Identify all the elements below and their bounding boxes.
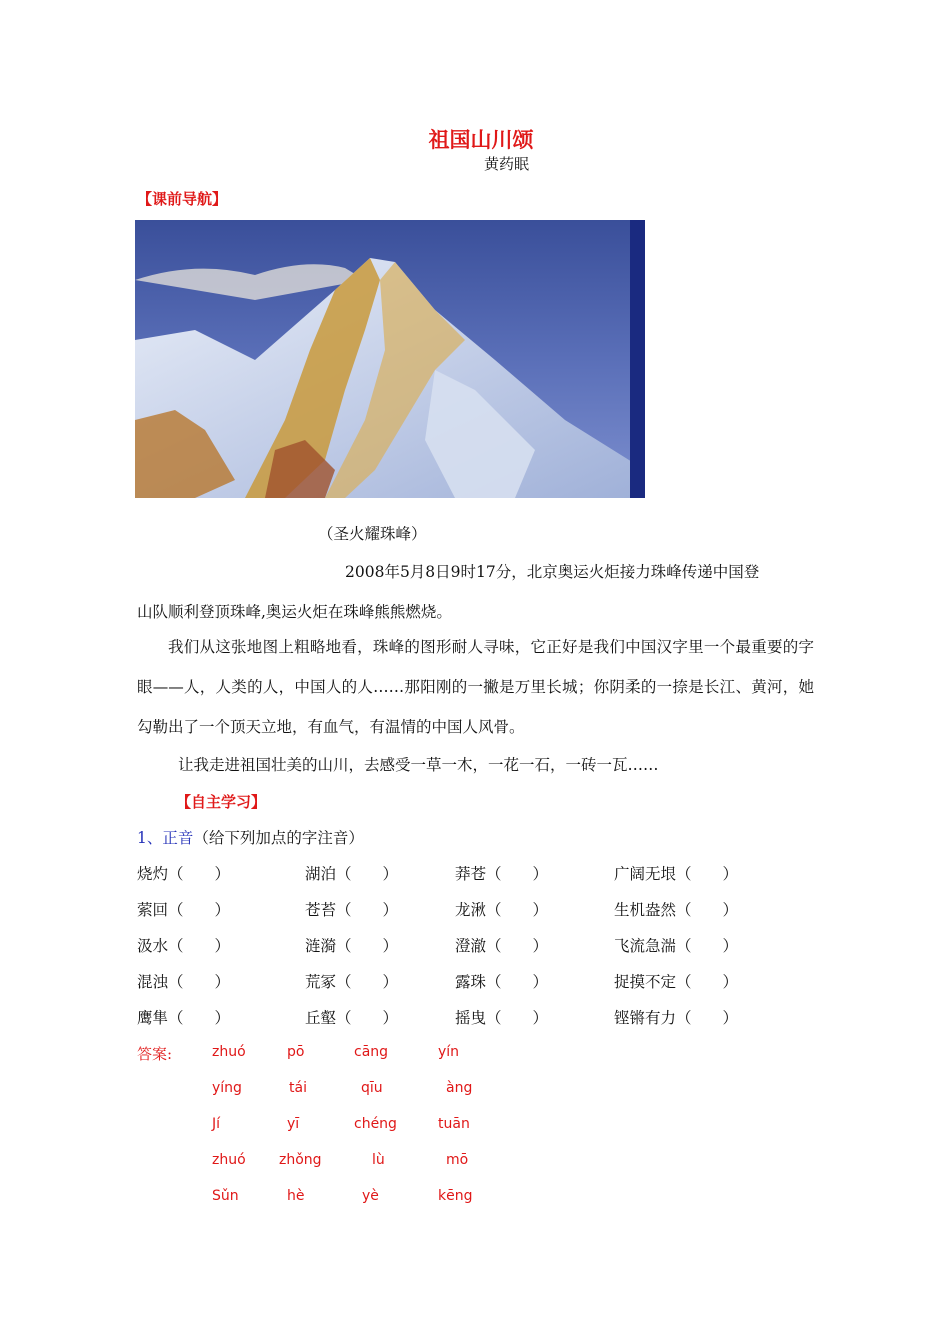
exercise-heading — [137, 826, 364, 848]
intro-paragraph-2: 让我走进祖国壮美的山川，去感受一草一木，一花一石，一砖一瓦…… — [178, 756, 659, 774]
vocab-item: 澄澈（ ） — [455, 937, 549, 955]
vocab-item: 铿锵有力（ ） — [614, 1009, 739, 1027]
vocab-item: 捉摸不定（ ） — [614, 973, 739, 991]
pinyin-answer: tái — [289, 1080, 307, 1096]
vocab-item: 莽苍（ ） — [455, 865, 549, 883]
vocab-item: 汲水（ ） — [137, 937, 231, 955]
everest-photo — [135, 220, 645, 498]
pinyin-answer: mō — [446, 1152, 469, 1168]
pinyin-answer: cāng — [354, 1044, 389, 1060]
vocab-item: 摇曳（ ） — [455, 1009, 549, 1027]
pinyin-answer: qīu — [361, 1080, 383, 1096]
vocab-item: 龙湫（ ） — [455, 901, 549, 919]
vocab-item: 广阔无垠（ ） — [614, 865, 739, 883]
pinyin-answer: zhǒng — [279, 1152, 322, 1168]
photo-caption: （圣火耀珠峰） — [318, 525, 427, 543]
pinyin-answer: kēng — [438, 1188, 473, 1204]
section-heading-self-study: 【自主学习】 — [176, 793, 267, 811]
pinyin-answer: Jí — [212, 1116, 221, 1132]
pinyin-answer: Sǔn — [212, 1188, 239, 1204]
exercise-title: 1、正音 — [137, 829, 194, 847]
pinyin-answer: tuān — [438, 1116, 470, 1132]
exercise-instruction: （给下列加点的字注音） — [193, 829, 364, 847]
pinyin-answer: yī — [287, 1116, 300, 1132]
pinyin-answer: yè — [362, 1188, 379, 1204]
author: 黄药眠 — [484, 155, 530, 173]
news-line-1: 2008年5月8日9时17分，北京奥运火炬接力珠峰传递中国登 — [345, 563, 760, 581]
section-heading-preview: 【课前导航】 — [137, 190, 228, 208]
pinyin-answer: hè — [287, 1188, 305, 1204]
news-line-2: 山队顺利登顶珠峰,奥运火炬在珠峰熊熊燃烧。 — [137, 603, 452, 621]
vocab-item: 鹰隼（ ） — [137, 1009, 231, 1027]
pinyin-answer: pō — [287, 1044, 305, 1060]
vocab-item: 涟漪（ ） — [305, 937, 399, 955]
pinyin-answer: zhuó — [212, 1044, 246, 1060]
vocab-item: 萦回（ ） — [137, 901, 231, 919]
vocab-item: 生机盎然（ ） — [614, 901, 739, 919]
intro-paragraph: 我们从这张地图上粗略地看，珠峰的图形耐人寻味，它正好是我们中国汉字里一个最重要的字眼——人，人类的人，中国人的人……那阳刚的一撇是万里长城；你阴柔的一捺是长江、黄河，她勾勒出了一个顶天立地，有血气，有温情的中国人风骨。 — [137, 638, 814, 736]
pinyin-answer: zhuó — [212, 1152, 246, 1168]
pinyin-answer: chéng — [354, 1116, 397, 1132]
pinyin-answer: àng — [446, 1080, 473, 1096]
vocab-item: 丘壑（ ） — [305, 1009, 399, 1027]
vocab-item: 苍苔（ ） — [305, 901, 399, 919]
pinyin-answer: yíng — [212, 1080, 242, 1096]
vocab-item: 飞流急湍（ ） — [614, 937, 739, 955]
vocab-item: 烧灼（ ） — [137, 865, 231, 883]
vocab-item: 湖泊（ ） — [305, 865, 399, 883]
vocab-item: 露珠（ ） — [455, 973, 549, 991]
vocab-item: 荒冢（ ） — [305, 973, 399, 991]
pinyin-answer: yín — [438, 1044, 460, 1060]
answer-label: 答案: — [137, 1045, 173, 1063]
page-title: 祖国山川颂 — [428, 128, 534, 152]
vocab-item: 混浊（ ） — [137, 973, 231, 991]
pinyin-answer: lù — [372, 1152, 385, 1168]
